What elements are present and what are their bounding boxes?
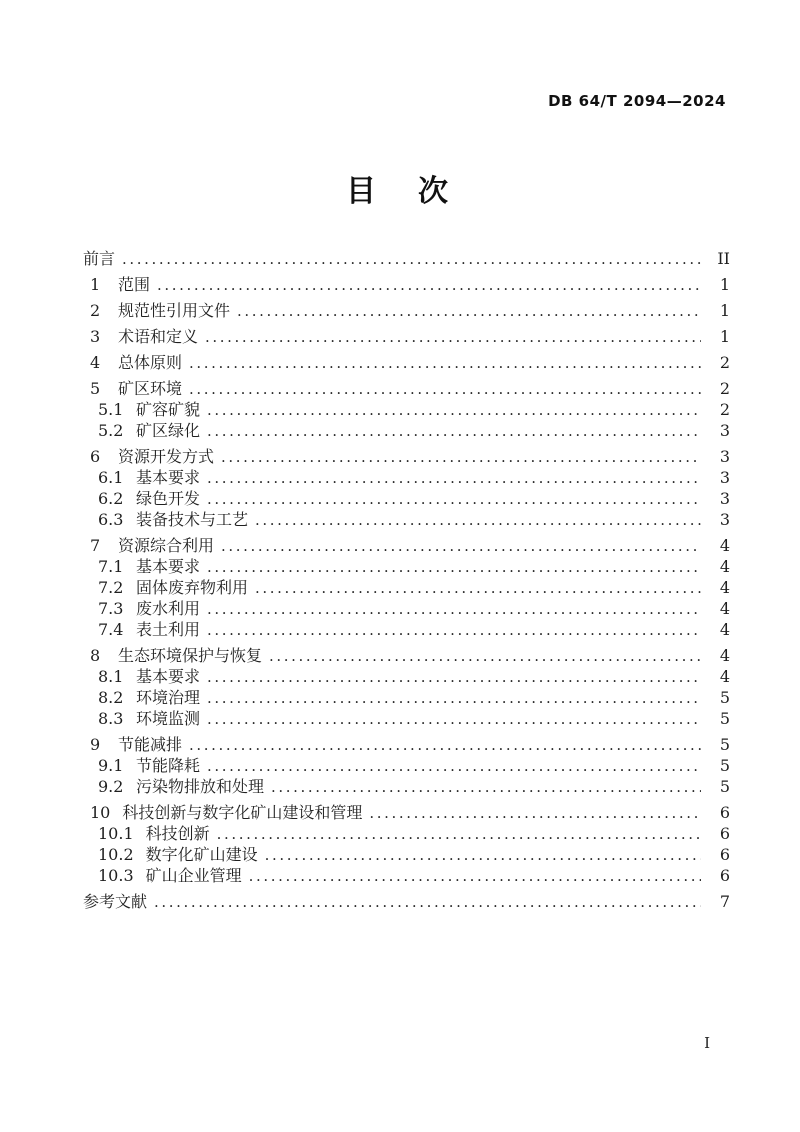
toc-entry [83, 865, 730, 886]
toc-entry-number: 8.3 [98, 709, 124, 728]
toc-entry-label: 基本要求 [136, 667, 201, 686]
toc-entry-number: 10 [90, 803, 111, 822]
toc-entry-page-number: 4 [719, 536, 730, 555]
toc-entry-number: 6.1 [98, 468, 124, 487]
toc-entry-page-number: 1 [719, 327, 730, 346]
toc-dot-leader [269, 645, 701, 667]
toc-entry [83, 708, 730, 729]
toc-entry-label: 生态环境保护与恢复 [118, 646, 263, 665]
toc-entry-number: 6.3 [98, 510, 124, 529]
toc-entry [83, 598, 730, 619]
toc-entry-number: 9.2 [98, 777, 124, 796]
toc-entry [83, 666, 730, 687]
toc-dot-leader [157, 274, 701, 296]
toc-entry [83, 378, 730, 399]
toc-entry-label: 科技创新 [145, 824, 210, 843]
toc-entry-page-number: 3 [719, 421, 730, 440]
toc-entry-label: 矿区绿化 [136, 421, 201, 440]
toc-entry-label: 矿容矿貌 [136, 400, 201, 419]
toc-entry-page-number: 1 [719, 301, 730, 320]
toc-entry-number: 4 [90, 353, 101, 372]
toc-entry-label: 基本要求 [136, 468, 201, 487]
toc-dot-leader [255, 577, 701, 599]
toc-entry-page-number: 3 [719, 489, 730, 508]
toc-dot-leader [249, 865, 701, 887]
toc-entry [83, 802, 730, 823]
toc-entry-page-number: 4 [719, 578, 730, 597]
toc-entry-page-number: 5 [719, 709, 730, 728]
toc-entry-label: 污染物排放和处理 [136, 777, 265, 796]
toc-entry-number: 1 [90, 275, 101, 294]
toc-dot-leader [207, 420, 701, 442]
toc-entry-label: 总体原则 [118, 353, 183, 372]
toc-entry-number: 7.1 [98, 557, 124, 576]
toc-entry [83, 446, 730, 467]
toc-entry-label: 装备技术与工艺 [136, 510, 249, 529]
toc-entry-number: 10.2 [98, 845, 134, 864]
toc-entry-number: 2 [90, 301, 101, 320]
toc-entry-number: 8 [90, 646, 101, 665]
toc-entry-page-number: 5 [719, 688, 730, 707]
toc-entry-label: 资源综合利用 [118, 536, 215, 555]
toc-dot-leader [265, 844, 701, 866]
toc-entry [83, 467, 730, 488]
toc-entry-page-number: 5 [719, 756, 730, 775]
toc-entry-label: 基本要求 [136, 557, 201, 576]
toc-entry [83, 734, 730, 755]
toc-entry-page-number: II [717, 249, 730, 268]
toc-entry [83, 577, 730, 598]
toc-entry-number: 5.1 [98, 400, 124, 419]
toc-dot-leader [255, 509, 701, 531]
toc-entry-label: 前言 [83, 249, 116, 268]
toc-entry [83, 891, 730, 912]
toc-dot-leader [217, 823, 701, 845]
toc-entry [83, 248, 730, 269]
toc-entry [83, 645, 730, 666]
toc-dot-leader [207, 666, 701, 688]
toc-entry-label: 数字化矿山建设 [145, 845, 258, 864]
toc-entry-number: 9.1 [98, 756, 124, 775]
toc-dot-leader [207, 708, 701, 730]
toc-entry [83, 844, 730, 865]
toc-entry-page-number: 6 [719, 803, 730, 822]
toc-entry-label: 参考文献 [83, 892, 148, 911]
toc-entry [83, 687, 730, 708]
standard-number: DB 64/T 2094—2024 [548, 92, 726, 110]
toc-entry-number: 6.2 [98, 489, 124, 508]
toc-dot-leader [207, 467, 701, 489]
page-title: 目 次 [346, 174, 454, 209]
toc-entry-page-number: 6 [719, 866, 730, 885]
toc-entry-label: 废水利用 [136, 599, 201, 618]
toc-entry [83, 326, 730, 347]
toc-entry-page-number: 5 [719, 735, 730, 754]
toc-list [83, 243, 730, 912]
toc-entry-number: 8.1 [98, 667, 124, 686]
toc-entry-page-number: 3 [719, 468, 730, 487]
toc-entry-label: 规范性引用文件 [118, 301, 231, 320]
toc-entry-number: 7 [90, 536, 101, 555]
toc-entry-page-number: 4 [719, 599, 730, 618]
toc-dot-leader [207, 755, 701, 777]
toc-entry-label: 节能减排 [118, 735, 183, 754]
toc-entry-label: 环境治理 [136, 688, 201, 707]
toc-entry-label: 表土利用 [136, 620, 201, 639]
toc-entry-page-number: 2 [719, 379, 730, 398]
toc-entry-number: 7.2 [98, 578, 124, 597]
toc-entry [83, 619, 730, 640]
toc-dot-leader [189, 378, 701, 400]
toc-dot-leader [207, 399, 701, 421]
toc-entry-page-number: 4 [719, 646, 730, 665]
toc-entry-label: 固体废弃物利用 [136, 578, 249, 597]
toc-entry-number: 5 [90, 379, 101, 398]
toc-entry [83, 274, 730, 295]
toc-entry [83, 420, 730, 441]
toc-entry-label: 术语和定义 [118, 327, 199, 346]
toc-entry-number: 8.2 [98, 688, 124, 707]
toc-dot-leader [207, 488, 701, 510]
toc-entry-label: 绿色开发 [136, 489, 201, 508]
toc-entry-number: 9 [90, 735, 101, 754]
toc-dot-leader [207, 598, 701, 620]
toc-entry-number: 7.4 [98, 620, 124, 639]
toc-entry-label: 范围 [118, 275, 151, 294]
toc-entry-number: 10.3 [98, 866, 134, 885]
toc-entry-page-number: 2 [719, 400, 730, 419]
toc-dot-leader [205, 326, 701, 348]
toc-dot-leader [207, 619, 701, 641]
toc-entry [83, 300, 730, 321]
toc-entry [83, 488, 730, 509]
toc-entry-page-number: 5 [719, 777, 730, 796]
toc-dot-leader [369, 802, 701, 824]
toc-entry-page-number: 3 [719, 510, 730, 529]
toc-entry [83, 535, 730, 556]
toc-entry-page-number: 7 [719, 892, 730, 911]
toc-dot-leader [207, 556, 701, 578]
toc-entry-page-number: 1 [719, 275, 730, 294]
toc-entry [83, 399, 730, 420]
toc-entry [83, 556, 730, 577]
toc-dot-leader [189, 352, 701, 374]
toc-dot-leader [237, 300, 701, 322]
toc-entry-number: 3 [90, 327, 101, 346]
toc-entry-page-number: 4 [719, 620, 730, 639]
toc-entry-number: 10.1 [98, 824, 134, 843]
toc-entry-page-number: 6 [719, 845, 730, 864]
toc-entry-number: 7.3 [98, 599, 124, 618]
toc-entry-page-number: 4 [719, 667, 730, 686]
toc-dot-leader [221, 446, 701, 468]
toc-dot-leader [271, 776, 701, 798]
toc-entry-label: 资源开发方式 [118, 447, 215, 466]
toc-entry-page-number: 2 [719, 353, 730, 372]
toc-dot-leader [189, 734, 701, 756]
toc-dot-leader [207, 687, 701, 709]
toc-entry-number: 5.2 [98, 421, 124, 440]
toc-dot-leader [221, 535, 701, 557]
toc-entry-number: 6 [90, 447, 101, 466]
toc-entry-label: 环境监测 [136, 709, 201, 728]
toc-dot-leader [122, 248, 701, 270]
toc-entry-label: 节能降耗 [136, 756, 201, 775]
toc-dot-leader [154, 891, 701, 913]
toc-entry [83, 823, 730, 844]
toc-entry-label: 矿山企业管理 [145, 866, 242, 885]
toc-entry [83, 755, 730, 776]
toc-entry-page-number: 4 [719, 557, 730, 576]
toc-entry-label: 科技创新与数字化矿山建设和管理 [122, 803, 363, 822]
toc-entry-page-number: 6 [719, 824, 730, 843]
footer-page-number: I [704, 1034, 710, 1052]
toc-entry [83, 509, 730, 530]
toc-entry [83, 776, 730, 797]
toc-entry-page-number: 3 [719, 447, 730, 466]
toc-entry [83, 352, 730, 373]
toc-entry-label: 矿区环境 [118, 379, 183, 398]
